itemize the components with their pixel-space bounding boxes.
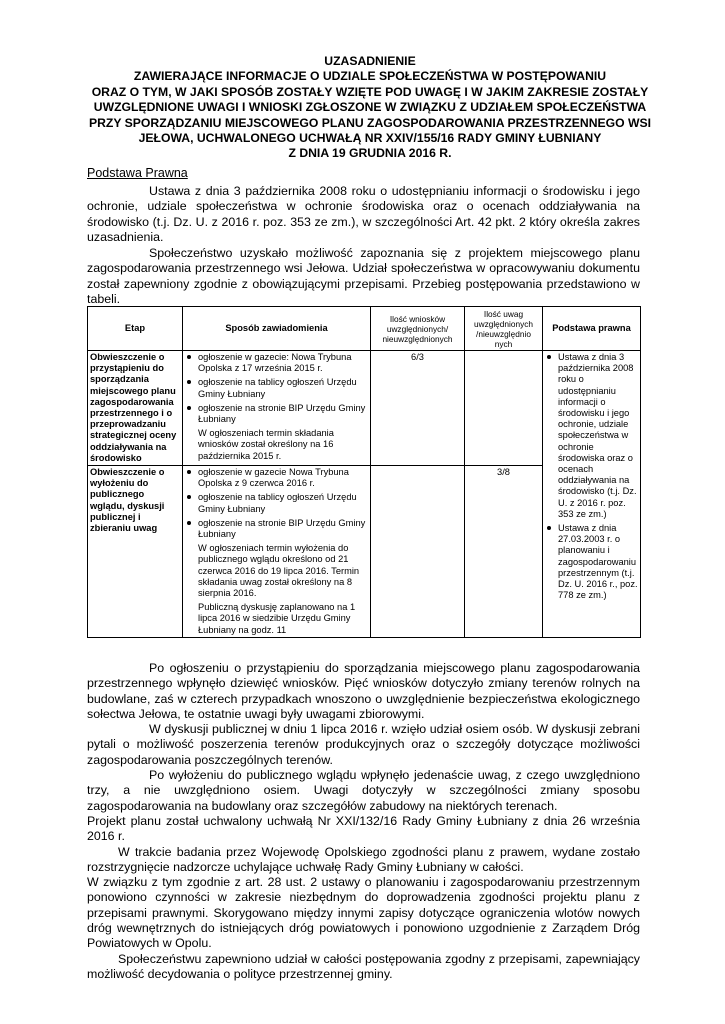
title-line: JEŁOWA, UCHWALONEGO UCHWAŁĄ NR XXIV/155/16 RADY GMINY ŁUBNIANY [138,131,602,146]
list-item: Ustawa z dnia 3 października 2008 roku o udostępnianiu informacji o środowisku i jego ochronie, udziale społeczeństwa w ochronie środowiska oraz o ocenach oddziaływania na środowisko (t.j. Dz. U. z 2016 r. poz. 353 ze zm.) [558,352,637,519]
section-heading: Podstawa Prawna [87,166,188,180]
list-item: Ustawa z dnia 27.03.2003 r. o planowaniu i zagospodarowaniu przestrzennym (t.j. Dz. U. 2016 r., poz. 778 ze zm.) [558,523,638,601]
wnioski-count [371,466,465,638]
summary-paragraph: W trakcie badania przez Wojewodę Opolskiego zgodności planu z prawem, wydane zostało rozstrzygnięcie nadzorcze uchylające uchwałę Rady Gminy Łubniany w całości. [87,844,640,874]
etap-cell: Obwieszczenie o przystąpieniu do sporządzania miejscowego planu zagospodarowania przestrzennego i o przeprowadzaniu strategicznej oceny oddziaływania na środowisko [88,351,183,466]
summary-section [87,661,640,982]
title-line: UZASADNIENIE [324,54,416,68]
title-line: ORAZ O TYM, W JAKI SPOSÓB ZOSTAŁY WZIĘTE POD UWAGĘ I W JAKIM ZAKRESIE ZOSTAŁY [91,84,649,99]
list-item: ogłoszenie w gazecie: Nowa Trybuna Opolska z 17 września 2015 r. [198,352,368,374]
summary-paragraph: Społeczeństwu zapewniono udział w całości postępowania zgodny z przepisami, zapewniający możliwość decydowania o polityce przestrzennej gminy. [87,951,640,981]
summary-paragraph: W dyskusji publicznej w dniu 1 lipca 2016 r. wzięło udział osiem osób. W dyskusji zebrani pytali o możliwość poszerzenia terenów produkcyjnych oraz o szczegóły dotyczące możliwości zagospodarowania poszczególnych terenów. [87,722,640,767]
sposob-cell [183,466,371,638]
table-row [88,351,641,466]
list-item: ogłoszenie na tablicy ogłoszeń Urzędu Gminy Łubniany [198,377,368,399]
sposob-cell [183,351,371,466]
deadline-note: W ogłoszeniach termin składania wniosków został określony na 16 października 2015 r. [198,428,334,461]
list-item: ogłoszenie na tablicy ogłoszeń Urzędu Gminy Łubniany [198,492,368,514]
deadline-note: W ogłoszeniach termin wyłożenia do publicznego wglądu określono od 21 czerwca 2016 do 19 lipca 2016. Termin składania uwag został określony na 8 sierpnia 2016. [198,543,360,599]
uwagi-count [465,351,543,466]
list-item: ogłoszenie na stronie BIP Urzędu Gminy Łubniany [198,518,368,540]
procedure-table [87,306,641,638]
podstawa-cell [543,351,641,638]
wnioski-count: 6/3 [371,351,465,466]
list-item: ogłoszenie na stronie BIP Urzędu Gminy Łubniany [198,403,368,425]
legal-basis-paragraph: Ustawa z dnia 3 października 2008 roku o udostępnianiu informacji o środowisku i jego ochronie, udziale społeczeństwa w ochronie środowiska oraz o ocenach oddziaływania na środowisko (t.j. Dz. U. z 2016 r. poz. 353 ze zm.), w szczególności Art. 42 pkt. 2 który określa zakres uzasadnienia. [87,184,640,244]
participation-paragraph: Społeczeństwo uzyskało możliwość zapoznania się z projektem miejscowego planu zagospodarowania przestrzennego wsi Jełowa. Udział społeczeństwa w opracowywaniu dokumentu został zapewniony zgodnie z obowiązującymi przepisami. Przebieg postępowania przedstawiono w tabeli. [87,246,640,306]
title-line: ZAWIERAJĄCE INFORMACJE O UDZIALE SPOŁECZEŃSTWA W POSTĘPOWANIU [133,69,607,84]
list-item: ogłoszenie w gazecie Nowa Trybuna Opolska z 9 czerwca 2016 r. [198,467,368,489]
uwagi-count: 3/8 [465,466,543,638]
title-line: UWZGLĘDNIONE UWAGI I WNIOSKI ZGŁOSZONE W ZWIĄZKU Z UDZIAŁEM SPOŁECZEŃSTWA [93,100,647,115]
summary-paragraph: Po ogłoszeniu o przystąpieniu do sporządzania miejscowego planu zagospodarowania przestrzennego wpłynęło dziewięć wniosków. Pięć wniosków dotyczyło zmiany terenów rolnych na budowlane, zaś w czterech przypadkach wnoszono o uwzględnienie bezpieczeństwa ekologicznego sołectwa Jełowa, te ostatnie uwagi były uwagami zbiorowymi. [87,661,640,721]
summary-paragraph: W związku z tym zgodnie z art. 28 ust. 2 ustawy o planowaniu i zagospodarowaniu przestrzennym ponowiono czynności w zakresie niezbędnym do doprowadzenia zgodności projektu planu z przepisami prawnymi. Skorygowano między innymi zapisy dotyczące ograniczenia wlotów nowych dróg wewnętrznych do istniejących dróg powiatowych i ponowiono uzgodnienie z Zarządem Dróg Powiatowych w Opolu. [87,875,640,951]
title-line: PRZY SPORZĄDZANIU MIEJSCOWEGO PLANU ZAGOSPODAROWANIA PRZESTRZENNEGO WSI [88,115,651,130]
discussion-note: Publiczną dyskusję zaplanowano na 1 lipca 2016 w siedzibie Urzędu Gminy Łubniany na godz. 11 [198,602,356,635]
summary-paragraph: Po wyłożeniu do publicznego wglądu wpłynęło jedenaście uwag, z czego uwzględniono trzy, a nie uwzględniono osiem. Uwagi dotyczyły w szczególności zmiany sposobu zagospodarowania na budowlany oraz szczegółów zabudowy na niektórych terenach. [87,768,640,813]
etap-cell: Obwieszczenie o wyłożeniu do publicznego wglądu, dyskusji publicznej i zbieraniu uwag [88,466,183,638]
document-title [70,54,670,162]
header-sposob: Sposób zawiadomienia [183,307,371,351]
title-line: Z DNIA 19 GRUDNIA 2016 R. [288,146,452,161]
header-wnioski: Ilość wniosków uwzględnionych/ nieuwzględnionych [371,307,465,351]
table-header-row [88,307,641,351]
header-etap: Etap [88,307,183,351]
summary-paragraph: Projekt planu został uchwalony uchwałą Nr XXI/132/16 Rady Gminy Łubniany z dnia 26 września 2016 r. [87,813,640,844]
header-uwagi: Ilość uwag uwzględnionych /nieuwzględnio nych [465,307,543,351]
header-podstawa: Podstawa prawna [543,307,641,351]
